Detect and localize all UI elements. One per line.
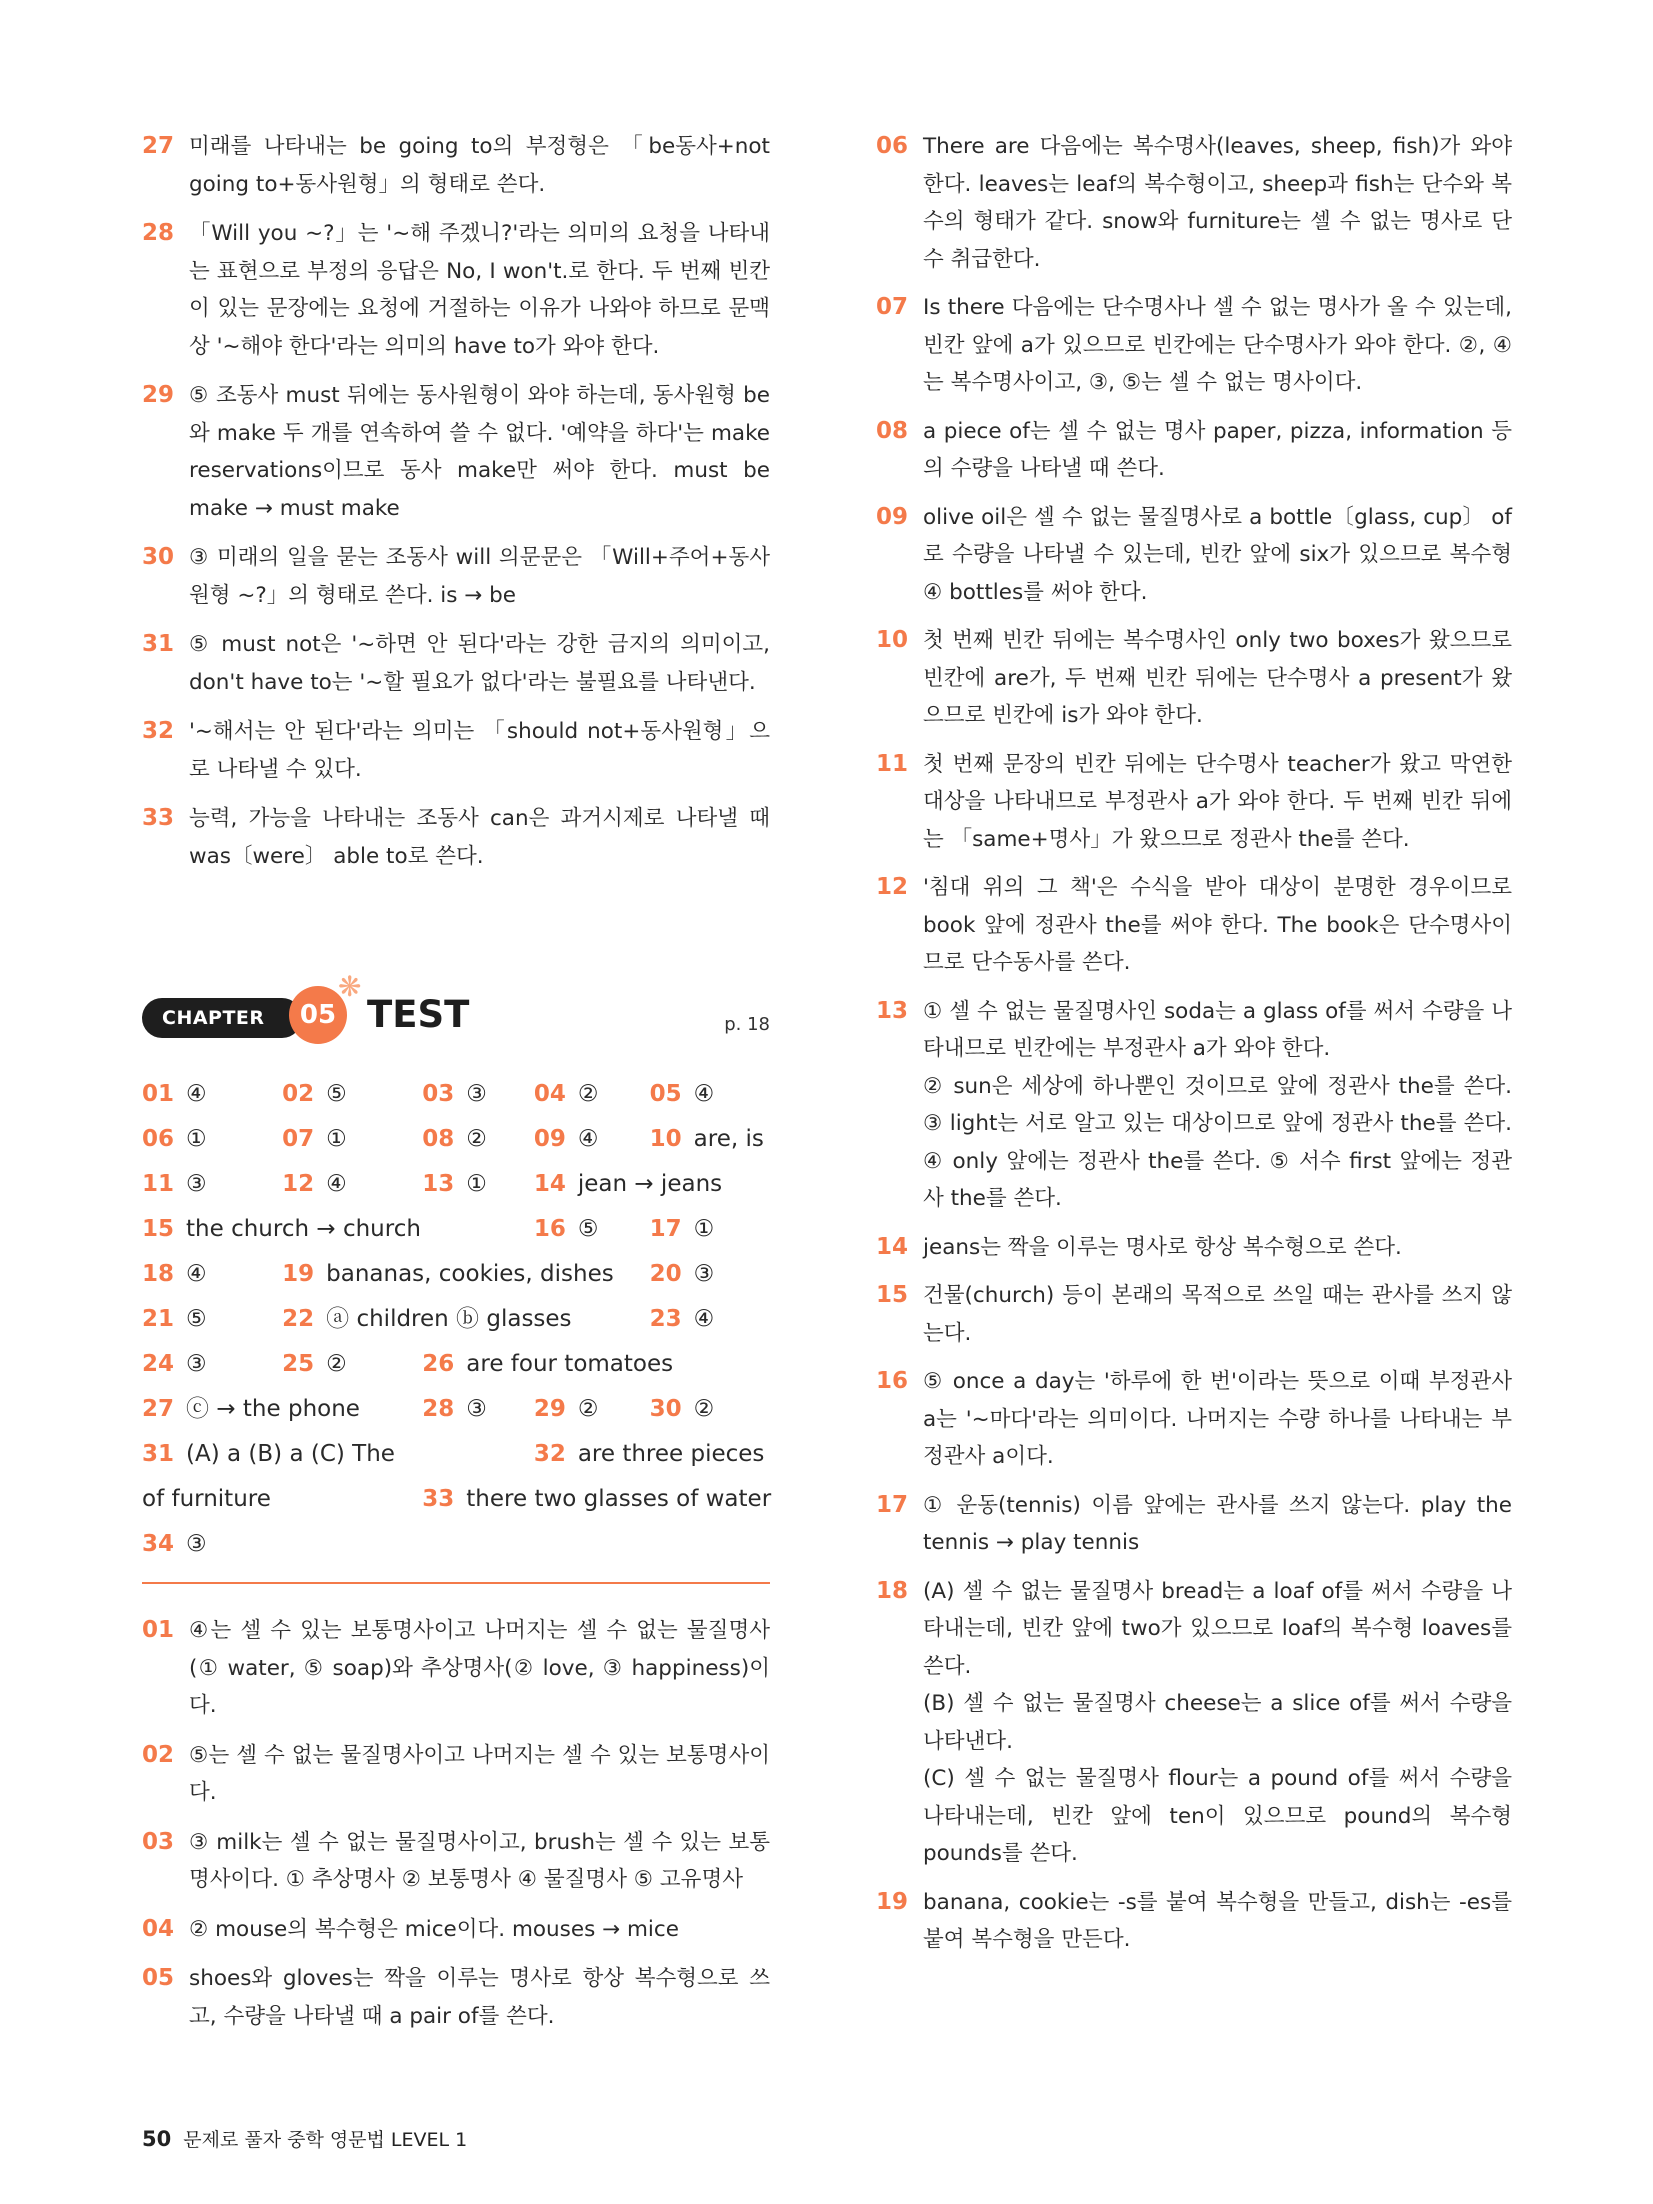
item-number: 27 bbox=[142, 133, 175, 159]
answer-value: ② bbox=[693, 1396, 715, 1422]
answer-item bbox=[534, 1162, 722, 1207]
left-column-items bbox=[142, 128, 770, 887]
answer-value: ⑤ bbox=[186, 1306, 207, 1332]
answer-item bbox=[422, 1477, 771, 1522]
answer-item bbox=[142, 1117, 207, 1162]
answer-value: ⓒ → the phone bbox=[186, 1396, 360, 1422]
answer-number: 09 bbox=[533, 1126, 566, 1152]
item-number: 16 bbox=[876, 1368, 909, 1394]
answer-row bbox=[142, 1477, 770, 1522]
answer-item bbox=[142, 1297, 207, 1342]
item-number: 33 bbox=[142, 805, 175, 831]
answer-value: (A) a (B) a (C) The bbox=[186, 1441, 395, 1467]
explanation-item bbox=[876, 499, 1512, 612]
answer-value: ④ bbox=[186, 1261, 207, 1287]
item-number: 11 bbox=[876, 750, 909, 777]
answer-value: ③ bbox=[186, 1351, 207, 1377]
answer-item bbox=[282, 1297, 571, 1342]
answer-number: 31 bbox=[142, 1441, 175, 1467]
answer-value: are four tomatoes bbox=[466, 1351, 674, 1377]
answer-number: 32 bbox=[533, 1441, 566, 1467]
item-number: 04 bbox=[142, 1915, 175, 1942]
answer-value: ④ bbox=[186, 1081, 207, 1107]
answer-item bbox=[534, 1072, 599, 1117]
item-text: ③ milk는 셀 수 없는 물질명사이고, brush는 셀 수 있는 보통명사이다. ① 추상명사 ② 보통명사 ④ 물질명사 ⑤ 고유명사 bbox=[189, 1829, 770, 1892]
answer-value: the church → church bbox=[186, 1216, 421, 1242]
item-text: 첫 번째 문장의 빈칸 뒤에는 단수명사 teacher가 왔고 막연한 대상을 나타내므로 부정관사 a가 와야 한다. 두 번째 빈칸 뒤에는 「same+명사」가 왔으므로 정관사 the를 쓴다. bbox=[923, 751, 1512, 852]
answer-number: 33 bbox=[422, 1486, 455, 1512]
answer-value: ④ bbox=[693, 1081, 715, 1107]
answer-item bbox=[282, 1252, 614, 1297]
answer-number: 29 bbox=[533, 1396, 566, 1422]
answer-number: 06 bbox=[142, 1126, 175, 1152]
answer-value: ④ bbox=[577, 1126, 599, 1152]
explanation-item bbox=[876, 1573, 1512, 1873]
answer-value: ① bbox=[326, 1126, 347, 1152]
book-title: 문제로 풀자 중학 영문법 LEVEL 1 bbox=[183, 2129, 468, 2151]
answer-item bbox=[142, 1162, 207, 1207]
item-text: '침대 위의 그 책'은 수식을 받아 대상이 분명한 경우이므로 book 앞에 정관사 the를 써야 한다. The book은 단수명사이므로 단수동사를 쓴다. bbox=[923, 875, 1512, 975]
right-column-items bbox=[876, 128, 1512, 1970]
item-text: ⑤ 조동사 must 뒤에는 동사원형이 와야 하는데, 동사원형 be와 make 두 개를 연속하여 쓸 수 없다. '예약을 하다'는 make reservations이므로 동사 make만 써야 한다. must be make → must make bbox=[189, 383, 770, 521]
answer-item bbox=[650, 1117, 764, 1162]
answer-item bbox=[650, 1387, 715, 1432]
page-reference: p. 18 bbox=[724, 1014, 770, 1035]
item-number: 01 bbox=[142, 1617, 175, 1643]
answer-item bbox=[142, 1252, 207, 1297]
explanation-item bbox=[142, 1824, 770, 1899]
answer-number: 07 bbox=[282, 1126, 315, 1152]
item-text: ⑤ once a day는 '하루에 한 번'이라는 뜻으로 이때 부정관사 a는 '~마다'라는 의미이다. 나머지는 수량 하나를 나타내는 부정관사 a이다. bbox=[923, 1369, 1512, 1469]
answer-item bbox=[534, 1432, 765, 1477]
item-text: 건물(church) 등이 본래의 목적으로 쓰일 때는 관사를 쓰지 않는다. bbox=[923, 1283, 1512, 1346]
item-text: ⑤는 셀 수 없는 물질명사이고 나머지는 셀 수 있는 보통명사이다. bbox=[189, 1742, 770, 1805]
answer-number: 03 bbox=[422, 1081, 455, 1107]
answer-number: 13 bbox=[422, 1171, 455, 1197]
item-text: (A) 셀 수 없는 물질명사 bread는 a loaf of를 써서 수량을 나타내는데, 빈칸 앞에 two가 있으므로 loaf의 복수형 loaves를 쓴다. bbox=[923, 1578, 1512, 1679]
answer-number: 15 bbox=[142, 1216, 175, 1242]
item-text: (C) 셀 수 없는 물질명사 flour는 a pound of를 써서 수량을 나타내는데, 빈칸 앞에 ten이 있으므로 pound의 복수형 pounds를 쓴다. bbox=[923, 1766, 1512, 1866]
answer-number: 18 bbox=[142, 1261, 175, 1287]
answer-number: 22 bbox=[282, 1306, 315, 1332]
answer-value: ② bbox=[577, 1081, 599, 1107]
answer-number: 11 bbox=[142, 1171, 175, 1197]
answer-number: 08 bbox=[422, 1126, 455, 1152]
answer-number: 25 bbox=[282, 1351, 315, 1377]
answer-item bbox=[650, 1252, 715, 1297]
answer-item bbox=[282, 1117, 347, 1162]
explanation-item bbox=[876, 289, 1512, 402]
answer-row bbox=[142, 1342, 770, 1387]
answer-item bbox=[282, 1162, 347, 1207]
answer-number: 34 bbox=[142, 1531, 175, 1557]
item-text: ① 운동(tennis) 이름 앞에는 관사를 쓰지 않는다. play the tennis → play tennis bbox=[923, 1492, 1512, 1555]
item-text: olive oil은 셀 수 없는 물질명사로 a bottle〔glass, cup〕 of로 수량을 나타낼 수 있는데, 빈칸 앞에 six가 있으므로 복수형 ④ bottles를 써야 한다. bbox=[923, 504, 1512, 605]
answer-value: jean → jeans bbox=[577, 1171, 723, 1197]
answer-number: 10 bbox=[649, 1126, 682, 1152]
answer-value: ③ bbox=[693, 1261, 715, 1287]
answer-row bbox=[142, 1297, 770, 1342]
item-number: 14 bbox=[876, 1233, 909, 1260]
answer-number: 24 bbox=[142, 1351, 175, 1377]
explanation-item bbox=[876, 128, 1512, 278]
explanation-item bbox=[876, 1884, 1512, 1959]
explanation-items-bottom bbox=[142, 1612, 770, 2047]
explanation-item bbox=[876, 993, 1512, 1218]
answer-row bbox=[142, 1162, 770, 1207]
explanation-item bbox=[876, 622, 1512, 735]
answer-item bbox=[142, 1207, 421, 1252]
item-number: 31 bbox=[142, 631, 175, 657]
answer-value: ⓐ children ⓑ glasses bbox=[326, 1306, 572, 1332]
item-text: 「Will you ~?」는 '~해 주겠니?'라는 의미의 요청을 나타내는 표현으로 부정의 응답은 No, I won't.로 한다. 두 번째 빈칸이 있는 문장에는 요청에 거절하는 이유가 나와야 하므로 문맥상 '~해야 한다'라는 의미의 have to가 와야 한다. bbox=[189, 221, 770, 359]
item-text: There are 다음에는 복수명사(leaves, sheep, fish)가 와야 한다. leaves는 leaf의 복수형이고, sheep과 fish는 단수와 복수의 형태가 같다. snow와 furniture는 셀 수 없는 명사로 단수 취급한다. bbox=[923, 134, 1512, 272]
answer-row bbox=[142, 1072, 770, 1117]
page-number: 50 bbox=[142, 2127, 172, 2151]
answer-value: ① bbox=[693, 1216, 715, 1242]
answer-number: 23 bbox=[649, 1306, 682, 1332]
answer-row bbox=[142, 1252, 770, 1297]
answer-item bbox=[142, 1342, 207, 1387]
answer-item bbox=[142, 1072, 207, 1117]
answer-number: 02 bbox=[282, 1081, 315, 1107]
answer-row bbox=[142, 1432, 770, 1477]
answer-key-divider bbox=[142, 1582, 770, 1584]
explanation-item bbox=[876, 1363, 1512, 1476]
answer-item bbox=[422, 1342, 673, 1387]
item-number: 30 bbox=[142, 544, 175, 570]
answer-number: 05 bbox=[649, 1081, 682, 1107]
item-text: '~해서는 안 된다'라는 의미는 「should not+동사원형」으로 나타낼 수 있다. bbox=[189, 719, 770, 782]
answer-item bbox=[282, 1072, 347, 1117]
answer-number: 16 bbox=[533, 1216, 566, 1242]
answer-item bbox=[650, 1072, 715, 1117]
answer-row bbox=[142, 1387, 770, 1432]
item-number: 08 bbox=[876, 417, 909, 444]
answer-value: ⑤ bbox=[577, 1216, 599, 1242]
answer-value: ① bbox=[466, 1171, 487, 1197]
answer-item bbox=[142, 1387, 360, 1432]
chapter-label: CHAPTER bbox=[142, 998, 302, 1038]
answer-item bbox=[650, 1297, 715, 1342]
chapter-test-header bbox=[142, 970, 770, 1048]
item-text: ② sun은 세상에 하나뿐인 것이므로 앞에 정관사 the를 쓴다. ③ light는 서로 알고 있는 대상이므로 앞에 정관사 the를 쓴다. ④ only 앞에는 정관사 the를 쓴다. ⑤ 서수 first 앞에는 정관사 the를 쓴다. bbox=[923, 1073, 1512, 1211]
item-number: 19 bbox=[876, 1888, 909, 1915]
item-number: 05 bbox=[142, 1965, 175, 1991]
item-number: 32 bbox=[142, 718, 175, 744]
explanation-item bbox=[142, 1911, 770, 1949]
item-number: 02 bbox=[142, 1741, 175, 1768]
answer-item bbox=[650, 1207, 715, 1252]
answer-row bbox=[142, 1207, 770, 1252]
answer-item bbox=[142, 1522, 207, 1567]
item-text: ③ 미래의 일을 묻는 조동사 will 의문문은 「Will+주어+동사원형 ~?」의 형태로 쓴다. is → be bbox=[189, 545, 770, 608]
answer-row bbox=[142, 1522, 770, 1567]
explanation-item bbox=[876, 1277, 1512, 1352]
answer-value: ② bbox=[326, 1351, 347, 1377]
item-text: jeans는 짝을 이루는 명사로 항상 복수형으로 쓴다. bbox=[923, 1234, 1402, 1260]
answer-item bbox=[422, 1387, 487, 1432]
explanation-item bbox=[142, 377, 770, 527]
explanation-item bbox=[142, 800, 770, 875]
explanation-item bbox=[142, 1960, 770, 2035]
item-text: shoes와 gloves는 짝을 이루는 명사로 항상 복수형으로 쓰고, 수량을 나타낼 때 a pair of를 쓴다. bbox=[189, 1966, 770, 2029]
explanation-item bbox=[142, 713, 770, 788]
item-number: 09 bbox=[876, 503, 909, 530]
answer-value: ④ bbox=[693, 1306, 715, 1332]
item-text: banana, cookie는 -s를 붙여 복수형을 만들고, dish는 -es를 붙여 복수형을 만든다. bbox=[923, 1889, 1512, 1952]
answer-item bbox=[422, 1072, 487, 1117]
answer-value: ② bbox=[466, 1126, 487, 1152]
star-icon: ❋ bbox=[338, 970, 362, 1003]
item-number: 18 bbox=[876, 1577, 909, 1604]
answer-value: there two glasses of water bbox=[466, 1486, 772, 1512]
answer-number: 30 bbox=[649, 1396, 682, 1422]
answer-item bbox=[534, 1387, 599, 1432]
answer-value: ① bbox=[186, 1126, 207, 1152]
explanation-item bbox=[142, 215, 770, 365]
answer-number: 12 bbox=[282, 1171, 315, 1197]
answer-item bbox=[142, 1432, 395, 1477]
answer-item bbox=[422, 1162, 487, 1207]
answer-value: ③ bbox=[186, 1531, 207, 1557]
explanation-item bbox=[142, 626, 770, 701]
item-text: ① 셀 수 없는 물질명사인 soda는 a glass of를 써서 수량을 나타내므로 빈칸에는 부정관사 a가 와야 한다. bbox=[923, 998, 1512, 1061]
answer-row bbox=[142, 1117, 770, 1162]
item-number: 29 bbox=[142, 382, 175, 408]
answer-value: ④ bbox=[326, 1171, 347, 1197]
explanation-item bbox=[876, 1487, 1512, 1562]
explanation-item bbox=[876, 869, 1512, 982]
item-number: 12 bbox=[876, 874, 909, 900]
item-text: 미래를 나타내는 be going to의 부정형은 「be동사+not going to+동사원형」의 형태로 쓴다. bbox=[189, 134, 770, 197]
explanation-item bbox=[876, 413, 1512, 488]
chapter-number: 05 bbox=[289, 986, 347, 1044]
answer-number: 27 bbox=[142, 1396, 175, 1422]
item-number: 13 bbox=[876, 997, 909, 1024]
answer-number: 20 bbox=[649, 1261, 682, 1287]
item-text: ② mouse의 복수형은 mice이다. mouses → mice bbox=[189, 1916, 679, 1942]
item-text: a piece of는 셀 수 없는 명사 paper, pizza, information 등의 수량을 나타낼 때 쓴다. bbox=[923, 418, 1512, 481]
answer-item bbox=[142, 1477, 271, 1522]
answer-item bbox=[534, 1117, 599, 1162]
explanation-item bbox=[876, 1229, 1512, 1267]
answer-value: ③ bbox=[466, 1081, 487, 1107]
test-title: TEST bbox=[367, 993, 470, 1036]
item-text: 첫 번째 빈칸 뒤에는 복수명사인 only two boxes가 왔으므로 빈칸에 are가, 두 번째 빈칸 뒤에는 단수명사 a present가 왔으므로 빈칸에 is가 와야 한다. bbox=[923, 628, 1512, 728]
explanation-item bbox=[142, 1737, 770, 1812]
answer-value: bananas, cookies, dishes bbox=[326, 1261, 614, 1287]
answer-number: 21 bbox=[142, 1306, 175, 1332]
answer-number: 26 bbox=[422, 1351, 455, 1377]
explanation-item bbox=[876, 746, 1512, 859]
page-footer bbox=[142, 2125, 467, 2154]
answer-number: 28 bbox=[422, 1396, 455, 1422]
item-number: 15 bbox=[876, 1282, 909, 1308]
answer-number: 19 bbox=[282, 1261, 315, 1287]
item-text: (B) 셀 수 없는 물질명사 cheese는 a slice of를 써서 수량을 나타낸다. bbox=[923, 1691, 1512, 1754]
explanation-item bbox=[142, 128, 770, 203]
answer-item bbox=[282, 1342, 347, 1387]
item-number: 07 bbox=[876, 294, 909, 320]
item-text: Is there 다음에는 단수명사나 셀 수 없는 명사가 올 수 있는데, 빈칸 앞에 a가 있으므로 빈칸에는 단수명사가 와야 한다. ②, ④는 복수명사이고, ③, ⑤는 셀 수 없는 명사이다. bbox=[923, 295, 1512, 395]
answer-value: are three pieces bbox=[577, 1441, 765, 1467]
explanation-item bbox=[142, 1612, 770, 1725]
item-number: 06 bbox=[876, 133, 909, 159]
answer-key-grid bbox=[142, 1072, 770, 1567]
answer-number: 17 bbox=[649, 1216, 682, 1242]
explanation-item bbox=[142, 539, 770, 614]
item-text: 능력, 가능을 나타내는 조동사 can은 과거시제로 나타낼 때 was〔were〕 able to로 쓴다. bbox=[189, 806, 770, 869]
item-number: 10 bbox=[876, 627, 909, 653]
answer-number: 04 bbox=[533, 1081, 566, 1107]
item-text: ④는 셀 수 있는 보통명사이고 나머지는 셀 수 없는 물질명사(① water, ⑤ soap)와 추상명사(② love, ③ happiness)이다. bbox=[189, 1618, 770, 1718]
item-text: ⑤ must not은 '~하면 안 된다'라는 강한 금지의 의미이고, don't have to는 '~할 필요가 없다'라는 불필요를 나타낸다. bbox=[189, 632, 770, 695]
answer-value: ③ bbox=[466, 1396, 487, 1422]
answer-value: ③ bbox=[186, 1171, 207, 1197]
answer-value: ② bbox=[577, 1396, 599, 1422]
answer-value: ⑤ bbox=[326, 1081, 347, 1107]
answer-number: 14 bbox=[533, 1171, 566, 1197]
answer-item bbox=[534, 1207, 599, 1252]
item-number: 03 bbox=[142, 1828, 175, 1855]
answer-value: are, is bbox=[693, 1126, 764, 1152]
item-number: 17 bbox=[876, 1491, 909, 1518]
item-number: 28 bbox=[142, 220, 175, 246]
answer-item bbox=[422, 1117, 487, 1162]
answer-value: of furniture bbox=[142, 1486, 271, 1512]
answer-number: 01 bbox=[142, 1081, 175, 1107]
